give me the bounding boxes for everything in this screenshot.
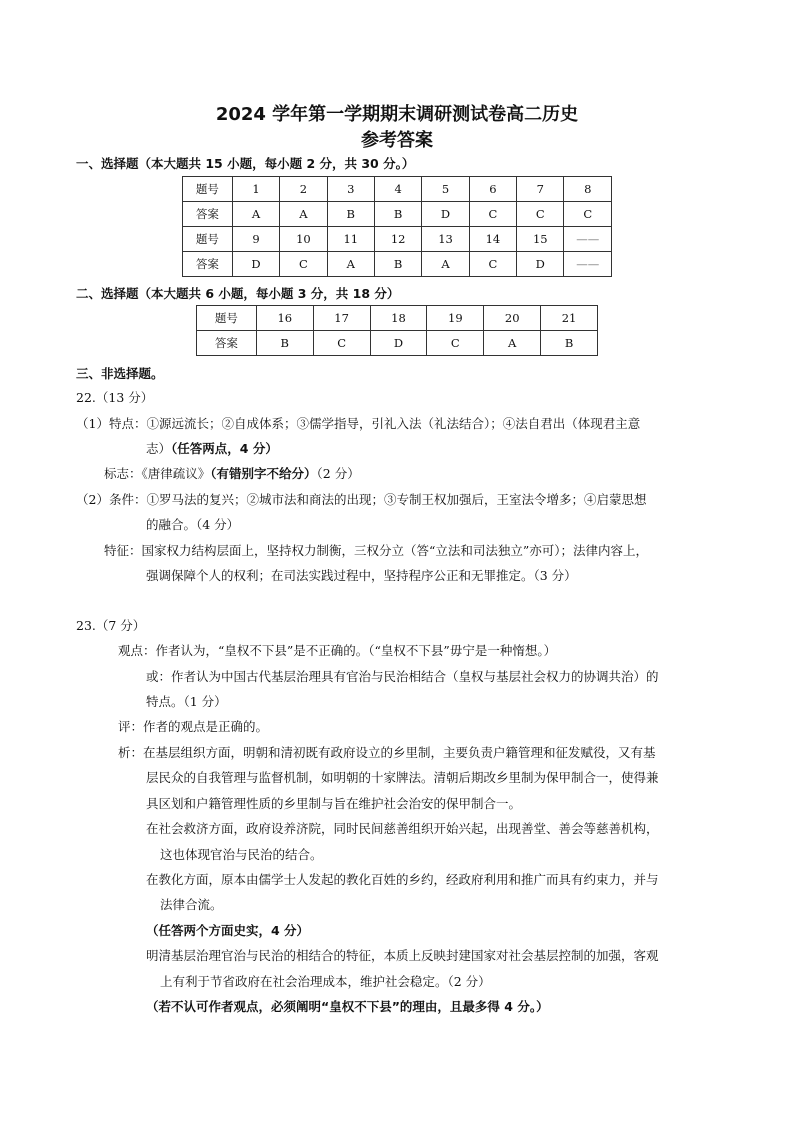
table-row	[183, 177, 612, 202]
table-cell: 17	[313, 306, 370, 331]
table-cell: D	[370, 331, 427, 356]
row-label: 题号	[183, 227, 233, 252]
table-cell: 21	[541, 306, 598, 331]
table-cell: A	[484, 331, 541, 356]
q22-features-line2: 强调保障个人的权利；在司法实践过程中，坚持程序公正和无罪推定。（3 分）	[146, 568, 577, 583]
table-cell: 4	[374, 177, 421, 202]
table-cell: 9	[232, 227, 279, 252]
table-cell: 7	[517, 177, 564, 202]
table-cell: 16	[256, 306, 313, 331]
q22-features-line1: 特征：国家权力结构层面上，坚持权力制衡，三权分立（答“立法和司法独立”亦可）；法律内容上，	[104, 543, 649, 558]
table-cell: D	[517, 252, 564, 277]
q23-analysis-line3: 具区划和户籍管理性质的乡里制与旨在维护社会治安的保甲制合一。	[146, 796, 522, 811]
table-cell: 10	[280, 227, 327, 252]
row-label: 答案	[183, 202, 233, 227]
table-cell: C	[469, 202, 516, 227]
table-cell: D	[422, 202, 469, 227]
section2-heading: 二、选择题（本大题共 6 小题，每小题 3 分，共 18 分）	[76, 286, 400, 301]
table-cell: A	[232, 202, 279, 227]
section3-heading: 三、非选择题。	[76, 366, 164, 381]
table-cell: ——	[564, 252, 612, 277]
table-cell: C	[280, 252, 327, 277]
table-cell: 2	[280, 177, 327, 202]
q23-relief-line1: 在社会救济方面，政府设养济院，同时民间慈善组织开始兴起，出现善堂、善会等慈善机构，	[146, 821, 659, 836]
table-row	[183, 202, 612, 227]
table-cell: C	[313, 331, 370, 356]
q23-final-note: （若不认可作者观点，必须阐明“皇权不下县”的理由，且最多得 4 分。）	[146, 999, 549, 1014]
table-cell: ——	[564, 227, 612, 252]
section1-answer-table	[182, 176, 612, 277]
page-subtitle: 参考答案	[361, 130, 433, 151]
table-cell: 13	[422, 227, 469, 252]
table-cell: 11	[327, 227, 374, 252]
table-cell: B	[327, 202, 374, 227]
row-label: 题号	[197, 306, 257, 331]
table-row	[183, 252, 612, 277]
q22-part2-line1: （2）条件：①罗马法的复兴；②城市法和商法的出现；③专制王权加强后，王室法令增多；④启蒙思想	[76, 492, 647, 507]
table-cell: A	[327, 252, 374, 277]
row-label: 题号	[183, 177, 233, 202]
q23-conclusion-line2: 上有利于节省政府在社会治理成本，维护社会稳定。（2 分）	[160, 974, 491, 989]
table-cell: 15	[517, 227, 564, 252]
q23-conclusion-line1: 明清基层治理官治与民治的相结合的特征，本质上反映封建国家对社会基层控制的加强，客观	[146, 948, 659, 963]
table-cell: A	[280, 202, 327, 227]
table-cell: 5	[422, 177, 469, 202]
table-cell: C	[517, 202, 564, 227]
table-cell: 8	[564, 177, 612, 202]
q22-mark-note: （有错别字不给分）	[210, 466, 317, 481]
table-row	[197, 306, 598, 331]
q23-view-line1: 观点：作者认为，“皇权不下县”是不正确的。（“皇权不下县”毋宁是一种惰想。）	[118, 643, 557, 658]
q23-analysis-line1: 析：在基层组织方面，明朝和清初既有政府设立的乡里制，主要负责户籍管理和征发赋役，又有基	[118, 745, 656, 760]
q23-relief-line2: 这也体现官治与民治的结合。	[160, 847, 323, 862]
table-cell: B	[374, 252, 421, 277]
table-cell: 12	[374, 227, 421, 252]
row-label: 答案	[183, 252, 233, 277]
q23-scoring-note: （任答两个方面史实，4 分）	[146, 923, 310, 938]
table-cell: 3	[327, 177, 374, 202]
q22-part1-text: 志）	[146, 441, 172, 456]
q23-view-line2: 或：作者认为中国古代基层治理具有官治与民治相结合（皇权与基层社会权力的协调共治）的	[146, 669, 659, 684]
q22-part1-scoring: （任答两点，4 分）	[171, 441, 278, 456]
q22-part2-line2: 的融合。（4 分）	[146, 517, 240, 532]
table-cell: B	[374, 202, 421, 227]
table-cell: C	[427, 331, 484, 356]
table-cell: 14	[469, 227, 516, 252]
q22-part1-line1: （1）特点：①源远流长；②自成体系；③儒学指导，引礼入法（礼法结合）；④法自君出（体现君主意	[76, 416, 641, 431]
q23-header: 23.（7 分）	[76, 618, 146, 633]
q22-header: 22.（13 分）	[76, 390, 154, 405]
q23-evaluation: 评：作者的观点是正确的。	[118, 719, 269, 734]
section1-heading: 一、选择题（本大题共 15 小题，每小题 2 分，共 30 分。）	[76, 156, 415, 171]
table-cell: 18	[370, 306, 427, 331]
page-title: 2024 学年第一学期期末调研测试卷高二历史	[215, 104, 579, 125]
table-row	[197, 331, 598, 356]
table-cell: 20	[484, 306, 541, 331]
q22-part1-line2	[146, 439, 278, 457]
table-cell: C	[469, 252, 516, 277]
table-cell: 19	[427, 306, 484, 331]
q22-mark-text: 标志：《唐律疏议》	[104, 466, 211, 481]
row-label: 答案	[197, 331, 257, 356]
table-cell: D	[232, 252, 279, 277]
table-cell: B	[256, 331, 313, 356]
table-cell: 1	[232, 177, 279, 202]
table-cell: 6	[469, 177, 516, 202]
q23-education-line1: 在教化方面，原本由儒学士人发起的教化百姓的乡约，经政府利用和推广而具有约束力，并与	[146, 872, 659, 887]
table-row	[183, 227, 612, 252]
q23-view-line3: 特点。（1 分）	[146, 694, 227, 709]
q22-part1-mark	[104, 464, 360, 482]
q22-mark-score: （2 分）	[316, 466, 360, 481]
table-cell: B	[541, 331, 598, 356]
section2-answer-table	[196, 305, 598, 356]
table-cell: C	[564, 202, 612, 227]
q23-education-line2: 法律合流。	[160, 897, 223, 912]
table-cell: A	[422, 252, 469, 277]
q23-analysis-line2: 层民众的自我管理与监督机制，如明朝的十家牌法。清朝后期改乡里制为保甲制合一，使得兼	[146, 770, 659, 785]
